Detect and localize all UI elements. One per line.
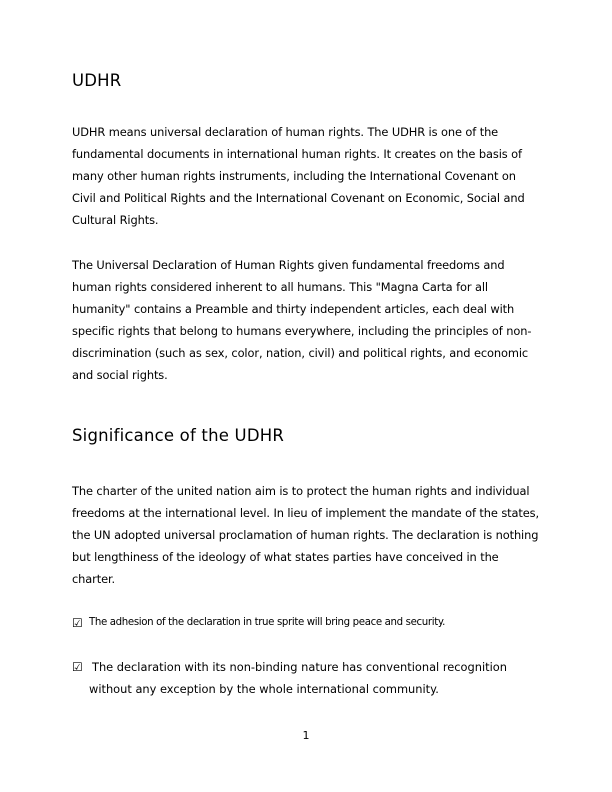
checkbox-checked-icon: ☑ (72, 660, 83, 674)
list-item (72, 656, 542, 700)
list-item-text-continued: without any exception by the whole international community. (89, 682, 439, 696)
list-item (72, 612, 542, 634)
paragraph-udhr-definition: UDHR means universal declaration of human rights. The UDHR is one of the fundamental documents in international human rights. It creates on the basis of many other human rights instruments, including the International Covenant on Civil and Political Rights and the International Covenant on Economic, Social and Cultural Rights. (72, 125, 525, 227)
checkbox-checked-icon: ☑ (72, 616, 83, 630)
list-item-text: The declaration with its non-binding nature has conventional recognition (92, 660, 507, 674)
page-number: 1 (302, 729, 310, 742)
list-item-text: The adhesion of the declaration in true sprite will bring peace and security. (89, 617, 445, 628)
paragraph-udhr-description: The Universal Declaration of Human Rights given fundamental freedoms and human rights considered inherent to all humans. This "Magna Carta for all humanity" contains a Preamble and thirty independent articles, each deal with specific rights that belong to humans everywhere, including the principles of non-discrimination (such as sex, color, nation, civil) and political rights, and economic and social rights. (72, 258, 532, 382)
heading-udhr: UDHR (72, 71, 122, 90)
paragraph-significance: The charter of the united nation aim is to protect the human rights and individual freedoms at the international level. In lieu of implement the mandate of the states, the UN adopted universal proclamation of human rights. The declaration is nothing but lengthiness of the ideology of what states parties have conceived in the charter. (72, 484, 540, 586)
heading-significance: Significance of the UDHR (72, 426, 285, 445)
